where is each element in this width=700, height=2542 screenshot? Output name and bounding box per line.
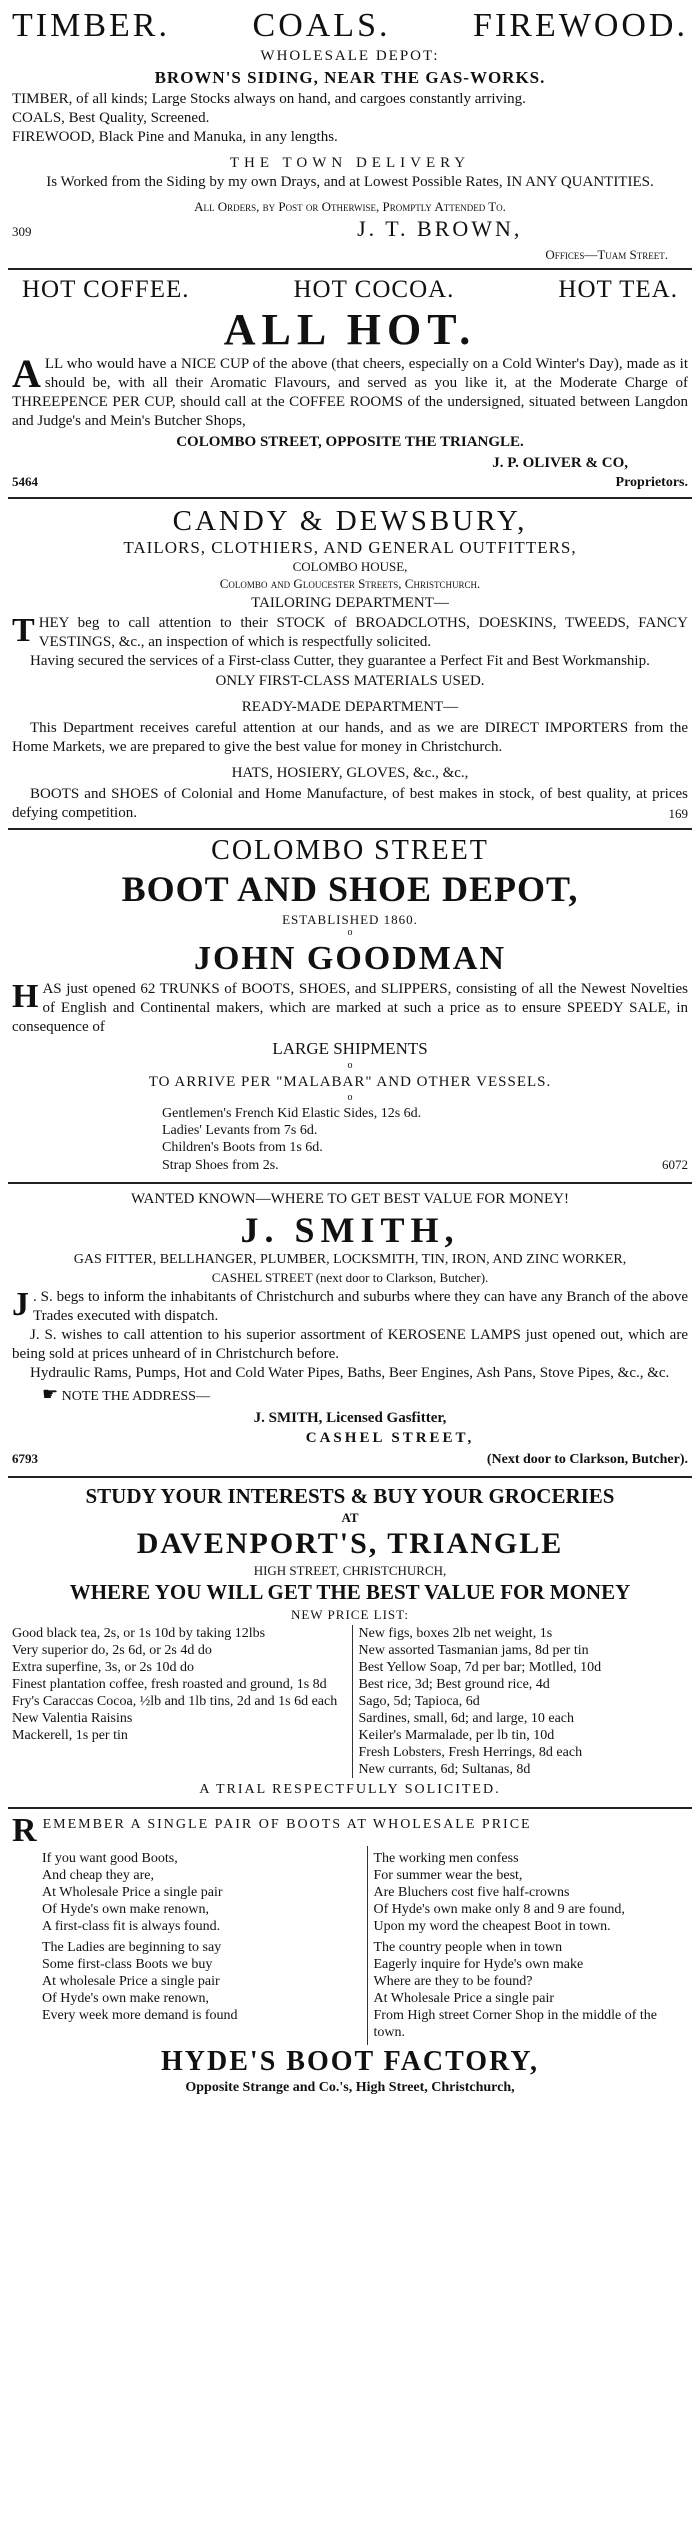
price-item: Sago, 5d; Tapioca, 6d — [358, 1694, 480, 1709]
price-list-right — [352, 1625, 689, 1778]
note-address: NOTE THE ADDRESS— — [61, 1389, 210, 1404]
ornament-circle: o — [347, 1060, 353, 1071]
verse-line: Some first-class Boots we buy — [42, 1957, 213, 1972]
verse-line: Eagerly inquire for Hyde's own make — [373, 1957, 584, 1972]
price-item: Fresh Lobsters, Fresh Herrings, 8d each — [358, 1745, 583, 1760]
heading-hot-cocoa: HOT COCOA. — [293, 276, 455, 303]
remember-line — [12, 1812, 688, 1849]
candy-p2: Having secured the services of a First-class Cutter, they guarantee a Perfect Fit and Best Workmanship. — [30, 653, 650, 669]
ad-number: 6072 — [662, 1157, 688, 1172]
brown-advertisement — [8, 4, 692, 265]
verse-line: At Wholesale Price a single pair — [373, 1991, 555, 2006]
town-delivery: THE TOWN DELIVERY — [229, 155, 471, 171]
brown-offices: Offices—Tuam Street. — [545, 247, 668, 262]
candy-p1 — [12, 614, 688, 652]
price-item: New figs, boxes 2lb net weight, 1s — [358, 1626, 553, 1641]
price-item: Keiler's Marmalade, per lb tin, 10d — [358, 1728, 555, 1743]
coals-line: COALS, Best Quality, Screened. — [12, 110, 210, 126]
smith-p1 — [12, 1288, 688, 1326]
worked-from-siding: Is Worked from the Siding by my own Drays, and at Lowest Possible Rates, IN ANY QUANTITIES. — [46, 174, 654, 190]
browns-siding: BROWN'S SIDING, NEAR THE GAS-WORKS. — [154, 68, 546, 87]
price-item: New assorted Tasmanian jams, 8d per tin — [358, 1643, 589, 1658]
goodman-body-text: AS just opened 62 TRUNKS of BOOTS, SHOES, and SLIPPERS, consisting of all the Newest Novelties of English and Continental makers, which are marked at such a price as to ensure SPEEDY SALE, in consequence of — [12, 981, 688, 1035]
ad-number: 6793 — [12, 1451, 38, 1466]
oliver-signature-row — [12, 473, 688, 492]
verse-line: Every week more demand is found — [42, 2008, 238, 2023]
boot-shoe-depot-title: BOOT AND SHOE DEPOT, — [121, 869, 579, 909]
price-item: Extra superfine, 3s, or 2s 10d do — [12, 1660, 194, 1675]
goodman-price-list — [162, 1105, 688, 1175]
drop-cap: H — [12, 978, 39, 1015]
candy-p4-text: BOOTS and SHOES of Colonial and Home Manufacture, of best makes in stock, of best quality, at prices defying competition. — [12, 786, 688, 821]
ornament-circle: o — [347, 1092, 353, 1103]
hyde-verse-right — [367, 1846, 689, 2045]
verse-line: If you want good Boots, — [42, 1851, 178, 1866]
smith-licensed: J. SMITH, Licensed Gasfitter, — [253, 1410, 447, 1426]
verse-line: At Wholesale Price a single pair — [42, 1885, 223, 1900]
verse — [42, 1939, 357, 2024]
oliver-name: J. P. OLIVER & CO, — [492, 455, 628, 471]
verse-line: The Ladies are beginning to say — [42, 1940, 222, 1955]
oliver-body-text: LL who would have a NICE CUP of the above (that cheers, especially on a Cold Winter's Day), made as it should be, with all their Aromatic Flavours, and served as you like it, at the Moderate Charge of THREEPENCE PER CUP, should call at the COFFEE ROOMS of the undersigned, situated between Langdon and Judge's and Mein's Butcher Shops, — [12, 356, 688, 429]
hats-hosiery: HATS, HOSIERY, GLOVES, &c., &c., — [231, 765, 469, 781]
candy-subtitle: TAILORS, CLOTHIERS, AND GENERAL OUTFITTERS, — [123, 538, 577, 557]
price-item: Very superior do, 2s 6d, or 2s 4d do — [12, 1643, 212, 1658]
smith-p1-text: . S. begs to inform the inhabitants of Christchurch and suburbs where they can have any Branch of the above Trades executed with dispatch. — [33, 1289, 688, 1324]
oliver-body — [12, 351, 688, 431]
price-item: Sardines, small, 6d; and large, 10 each — [358, 1711, 575, 1726]
candy-p4 — [12, 785, 688, 823]
divider — [8, 1807, 692, 1809]
verse-line: At wholesale Price a single pair — [42, 1974, 220, 1989]
only-first-class: ONLY FIRST-CLASS MATERIALS USED. — [215, 673, 485, 689]
smith-signature-row — [12, 1448, 688, 1471]
goodman-advertisement — [8, 833, 692, 1179]
divider — [8, 828, 692, 830]
colombo-street-heading: COLOMBO STREET — [211, 835, 489, 866]
trial-solicited: A TRIAL RESPECTFULLY SOLICITED. — [199, 1782, 501, 1797]
hyde-verse-columns — [12, 1846, 688, 2045]
oliver-proprietors: Proprietors. — [615, 475, 688, 490]
smith-p3: Hydraulic Rams, Pumps, Hot and Cold Water Pipes, Baths, Beer Engines, Ash Pans, Stove Pipes, &c., &c. — [30, 1365, 670, 1381]
smith-cashel: CASHEL STREET, — [305, 1430, 475, 1446]
ad-number: 5464 — [12, 474, 38, 489]
heading-coals: COALS. — [252, 7, 391, 44]
list-item: Ladies' Levants from 7s 6d. — [162, 1123, 318, 1138]
pointing-hand-icon: ☛ — [42, 1384, 59, 1404]
list-item: Gentlemen's French Kid Elastic Sides, 12s 6d. — [162, 1106, 422, 1121]
verse-line: Of Hyde's own make renown, — [42, 1991, 209, 2006]
price-list-left — [12, 1625, 342, 1778]
list-item: Children's Boots from 1s 6d. — [162, 1140, 323, 1155]
goodman-name: JOHN GOODMAN — [193, 940, 507, 977]
candy-p3: This Department receives careful attention at our hands, and as we are DIRECT IMPORTERS from the Home Markets, we are prepared to give the best value for money in Christchurch. — [12, 720, 688, 755]
davenport-high-street: HIGH STREET, CHRISTCHURCH, — [253, 1563, 447, 1578]
verse-line: And cheap they are, — [42, 1868, 154, 1883]
verse-line: A first-class fit is always found. — [42, 1919, 221, 1934]
brown-name: J. T. BROWN, — [357, 216, 523, 241]
large-shipments: LARGE SHIPMENTS — [272, 1039, 428, 1058]
heading-hot-tea: HOT TEA. — [558, 276, 678, 303]
remember-text: EMEMBER A SINGLE PAIR OF BOOTS AT WHOLESALE PRICE — [42, 1817, 532, 1832]
drop-cap: T — [12, 612, 35, 649]
verse-line: The country people when in town — [373, 1940, 563, 1955]
note-address-line — [12, 1383, 688, 1408]
verse — [374, 1850, 689, 1935]
price-item: New currants, 6d; Sultanas, 8d — [358, 1762, 531, 1777]
davenport-at: AT — [341, 1510, 359, 1525]
drop-cap: A — [12, 351, 41, 396]
verse-line: Upon my word the cheapest Boot in town. — [373, 1919, 611, 1934]
timber-line: TIMBER, of all kinds; Large Stocks always on hand, and cargoes constantly arriving. — [12, 91, 526, 107]
hyde-advertisement — [8, 1812, 692, 2099]
wholesale-depot: WHOLESALE DEPOT: — [260, 48, 440, 64]
verse-line: Of Hyde's own make only 8 and 9 are found, — [373, 1902, 625, 1917]
verse-line: Of Hyde's own make renown, — [42, 1902, 209, 1917]
established: ESTABLISHED 1860. — [282, 912, 418, 927]
firewood-line: FIREWOOD, Black Pine and Manuka, in any lengths. — [12, 129, 338, 145]
ad-number: 169 — [668, 806, 688, 821]
hyde-verse-left — [42, 1846, 357, 2045]
best-value-heading: WHERE YOU WILL GET THE BEST VALUE FOR MONEY — [69, 1580, 631, 1604]
ad-number: 309 — [12, 224, 32, 239]
candy-advertisement — [8, 502, 692, 825]
orders-attended: All Orders, by Post or Otherwise, Promptly Attended To. — [194, 199, 506, 214]
verse-line: The working men confess — [373, 1851, 519, 1866]
smith-next-door: (Next door to Clarkson, Butcher). — [486, 1452, 688, 1467]
price-item: Mackerell, 1s per tin — [12, 1728, 128, 1743]
heading-hot-coffee: HOT COFFEE. — [22, 276, 190, 303]
divider — [8, 1182, 692, 1184]
smith-trades: GAS FITTER, BELLHANGER, PLUMBER, LOCKSMITH, TIN, IRON, AND ZINC WORKER, — [73, 1252, 627, 1267]
ready-made-department: READY-MADE DEPARTMENT— — [241, 699, 459, 715]
new-price-list: NEW PRICE LIST: — [290, 1607, 410, 1622]
verse-line: Where are they to be found? — [373, 1974, 533, 1989]
brown-heading — [12, 6, 688, 46]
wanted-known: WANTED KNOWN—WHERE TO GET BEST VALUE FOR MONEY! — [131, 1191, 569, 1207]
goodman-body — [12, 980, 688, 1037]
arrive-per-malabar: TO ARRIVE PER "MALABAR" AND OTHER VESSELS. — [148, 1074, 552, 1090]
price-list-columns — [12, 1625, 688, 1778]
divider — [8, 497, 692, 499]
candy-title: CANDY & DEWSBURY, — [172, 505, 528, 537]
price-item: Good black tea, 2s, or 1s 10d by taking 12lbs — [12, 1626, 266, 1641]
divider — [8, 268, 692, 270]
oliver-street: COLOMBO STREET, OPPOSITE THE TRIANGLE. — [176, 434, 524, 450]
price-item: Best Yellow Soap, 7d per bar; Motlled, 10d — [358, 1660, 602, 1675]
candy-corner: Colombo and Gloucester Streets, Christchurch. — [219, 576, 481, 591]
smith-street: CASHEL STREET (next door to Clarkson, Butcher). — [211, 1270, 489, 1285]
hot-drinks-heading — [12, 275, 688, 305]
price-item: Best rice, 3d; Best ground rice, 4d — [358, 1677, 550, 1692]
davenport-title: DAVENPORT'S, TRIANGLE — [136, 1527, 564, 1560]
last-item-row — [162, 1156, 688, 1175]
study-interests: STUDY YOUR INTERESTS & BUY YOUR GROCERIES — [85, 1484, 615, 1508]
smith-name: J. SMITH, — [240, 1210, 460, 1250]
heading-firewood: FIREWOOD. — [473, 7, 688, 44]
drop-cap: R — [12, 1812, 39, 1849]
heading-timber: TIMBER. — [12, 7, 170, 44]
oliver-advertisement — [8, 273, 692, 494]
hyde-address: Opposite Strange and Co.'s, High Street, Christchurch, — [185, 2080, 515, 2095]
tailoring-department: TAILORING DEPARTMENT— — [251, 595, 449, 611]
brown-signature-row — [12, 215, 688, 246]
verse — [42, 1850, 357, 1935]
all-hot-title: ALL HOT. — [223, 305, 477, 354]
divider — [8, 1476, 692, 1478]
verse — [374, 1939, 689, 2041]
smith-p2: J. S. wishes to call attention to his superior assortment of KEROSENE LAMPS just opened out, which are being sold at prices unheard of in Christchurch before. — [12, 1327, 688, 1362]
colombo-house: COLOMBO HOUSE, — [292, 559, 408, 574]
verse-line: Are Bluchers cost five half-crowns — [373, 1885, 570, 1900]
price-item: Finest plantation coffee, fresh roasted and ground, 1s 8d — [12, 1677, 327, 1692]
ornament-circle: o — [347, 927, 353, 938]
drop-cap: J — [12, 1286, 29, 1323]
candy-p1-text: HEY beg to call attention to their STOCK of BROADCLOTHS, DOESKINS, TWEEDS, FANCY VESTINGS, &c., an inspection of which is respectfully solicited. — [38, 615, 688, 650]
verse-line: From High street Corner Shop in the middle of the town. — [373, 2008, 657, 2040]
smith-advertisement — [8, 1187, 692, 1473]
price-item: Fry's Caraccas Cocoa, ½lb and 1lb tins, 2d and 1s 6d each — [12, 1694, 338, 1709]
verse-line: For summer wear the best, — [373, 1868, 523, 1883]
price-item: New Valentia Raisins — [12, 1711, 133, 1726]
list-item: Strap Shoes from 2s. — [162, 1158, 279, 1173]
hyde-title: HYDE'S BOOT FACTORY, — [161, 2046, 539, 2077]
newspaper-advertisements-page — [8, 0, 692, 2099]
davenport-advertisement — [8, 1481, 692, 1804]
